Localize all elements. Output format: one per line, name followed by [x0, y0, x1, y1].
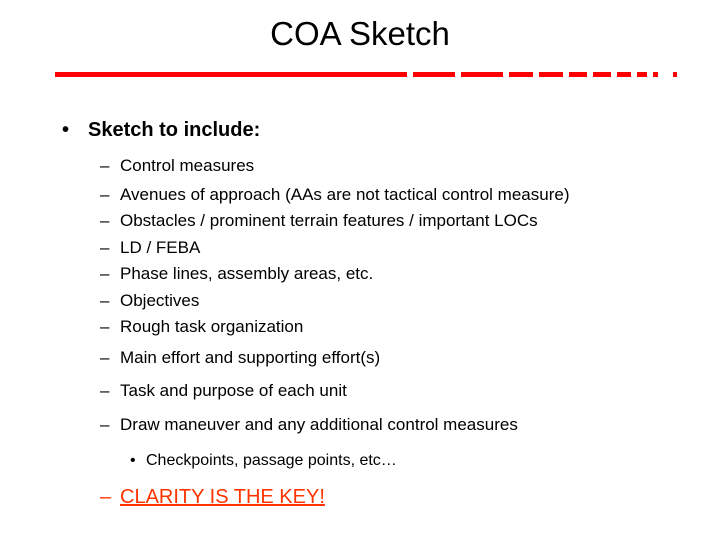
dash-marker: – [100, 348, 110, 367]
divider-segment [413, 72, 455, 77]
list-item [100, 184, 569, 206]
list-item [100, 380, 347, 402]
list-item-text: LD / FEBA [120, 238, 201, 257]
divider-segment [593, 72, 611, 77]
list-item-text: Obstacles / prominent terrain features / important LOCs [120, 211, 538, 230]
list-item [100, 290, 199, 312]
list-item [100, 347, 380, 369]
slide-title: COA Sketch [270, 15, 450, 52]
emphasis-text: CLARITY IS THE KEY! [120, 486, 325, 508]
list-item-text: Main effort and supporting effort(s) [120, 348, 381, 367]
list-item [100, 414, 518, 436]
divider-segment [509, 72, 533, 77]
list-item [100, 316, 303, 338]
main-bullet [62, 116, 260, 144]
list-item-text: Draw maneuver and any additional control measures [120, 415, 518, 434]
list-item-text: Task and purpose of each unit [120, 381, 347, 400]
dash-marker: – [100, 156, 110, 175]
divider-segment [653, 72, 658, 77]
list-item-text: Objectives [120, 291, 200, 310]
list-item-text: Rough task organization [120, 317, 304, 336]
dash-marker: – [100, 486, 112, 508]
dash-marker: – [100, 415, 110, 434]
divider-segment [461, 72, 503, 77]
dash-marker: – [100, 291, 110, 310]
divider-segment [569, 72, 587, 77]
sub-list-item-text: Checkpoints, passage points, etc… [146, 452, 397, 469]
dash-marker: – [100, 238, 110, 257]
list-item [100, 263, 373, 285]
list-item-text: Control measures [120, 156, 255, 175]
list-item-text: Phase lines, assembly areas, etc. [120, 264, 374, 283]
list-item [100, 237, 200, 259]
divider-segment [617, 72, 631, 77]
list-item [100, 155, 254, 177]
dash-marker: – [100, 264, 110, 283]
bullet-marker: • [62, 119, 70, 141]
list-item [100, 210, 538, 232]
divider-segment [637, 72, 647, 77]
dash-marker: – [100, 185, 110, 204]
divider-segment [539, 72, 563, 77]
dash-marker: – [100, 211, 110, 230]
divider-segment [55, 72, 407, 77]
main-bullet-text: Sketch to include: [88, 119, 261, 141]
sub-list-item [130, 450, 397, 472]
list-item-text: Avenues of approach (AAs are not tactical control measure) [120, 185, 570, 204]
divider-segment [673, 72, 677, 77]
bullet-marker: • [130, 452, 136, 469]
dash-marker: – [100, 381, 110, 400]
emphasis-line [100, 484, 325, 510]
dash-marker: – [100, 317, 110, 336]
